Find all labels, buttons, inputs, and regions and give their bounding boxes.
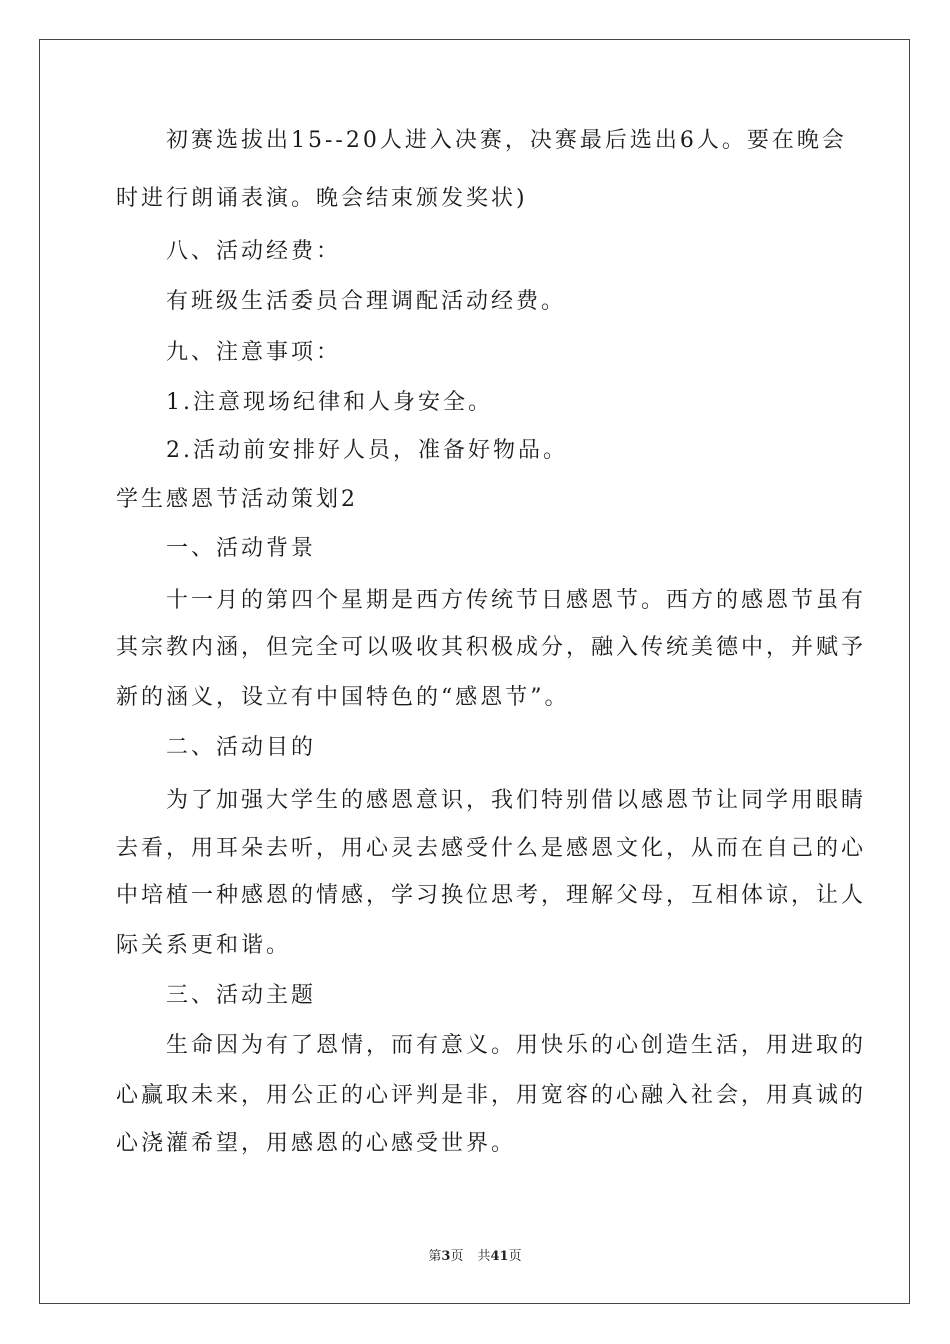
text-line: 去看，用耳朵去听，用心灵去感受什么是感恩文化，从而在自己的心 [116, 836, 867, 861]
section-heading: 三、活动主题 [116, 983, 317, 1008]
list-item: 1.注意现场纪律和人身安全。 [116, 390, 493, 415]
text-line: 时进行朗诵表演。晚会结束颁发奖状) [116, 186, 528, 211]
section-heading: 九、注意事项： [116, 340, 342, 365]
page-number: 3 [441, 1249, 451, 1264]
page-border [39, 39, 910, 1304]
section-heading: 二、活动目的 [116, 735, 317, 760]
text-line: 新的涵义，设立有中国特色的“感恩节”。 [116, 685, 570, 710]
list-item: 2.活动前安排好人员，准备好物品。 [116, 438, 568, 463]
text-line: 中培植一种感恩的情感，学习换位思考，理解父母，互相体谅，让人 [116, 883, 867, 908]
document-title: 学生感恩节活动策划2 [116, 487, 358, 512]
text-line: 心赢取未来，用公正的心评判是非，用宽容的心融入社会，用真诚的 [116, 1083, 867, 1108]
text-line: 为了加强大学生的感恩意识，我们特别借以感恩节让同学用眼睛 [116, 788, 867, 813]
page-prefix: 第 [428, 1249, 442, 1264]
text-line: 其宗教内涵，但完全可以吸收其积极成分，融入传统美德中，并赋予 [116, 635, 867, 660]
section-heading: 一、活动背景 [116, 536, 317, 561]
section-heading: 八、活动经费： [116, 239, 342, 264]
text-line: 初赛选拔出15--20人进入决赛，决赛最后选出6人。要在晚会 [116, 128, 847, 153]
text-line: 有班级生活委员合理调配活动经费。 [116, 289, 567, 314]
text-line: 生命因为有了恩情，而有意义。用快乐的心创造生活，用进取的 [116, 1033, 867, 1058]
page-footer [0, 1245, 950, 1264]
total-suffix: 页 [508, 1249, 522, 1264]
text-line: 际关系更和谐。 [116, 933, 292, 958]
text-line: 十一月的第四个星期是西方传统节日感恩节。西方的感恩节虽有 [116, 588, 867, 613]
total-prefix: 共 [477, 1249, 491, 1264]
text-line: 心浇灌希望，用感恩的心感受世界。 [116, 1131, 517, 1156]
total-pages: 41 [490, 1249, 509, 1264]
page-suffix: 页 [450, 1249, 464, 1264]
